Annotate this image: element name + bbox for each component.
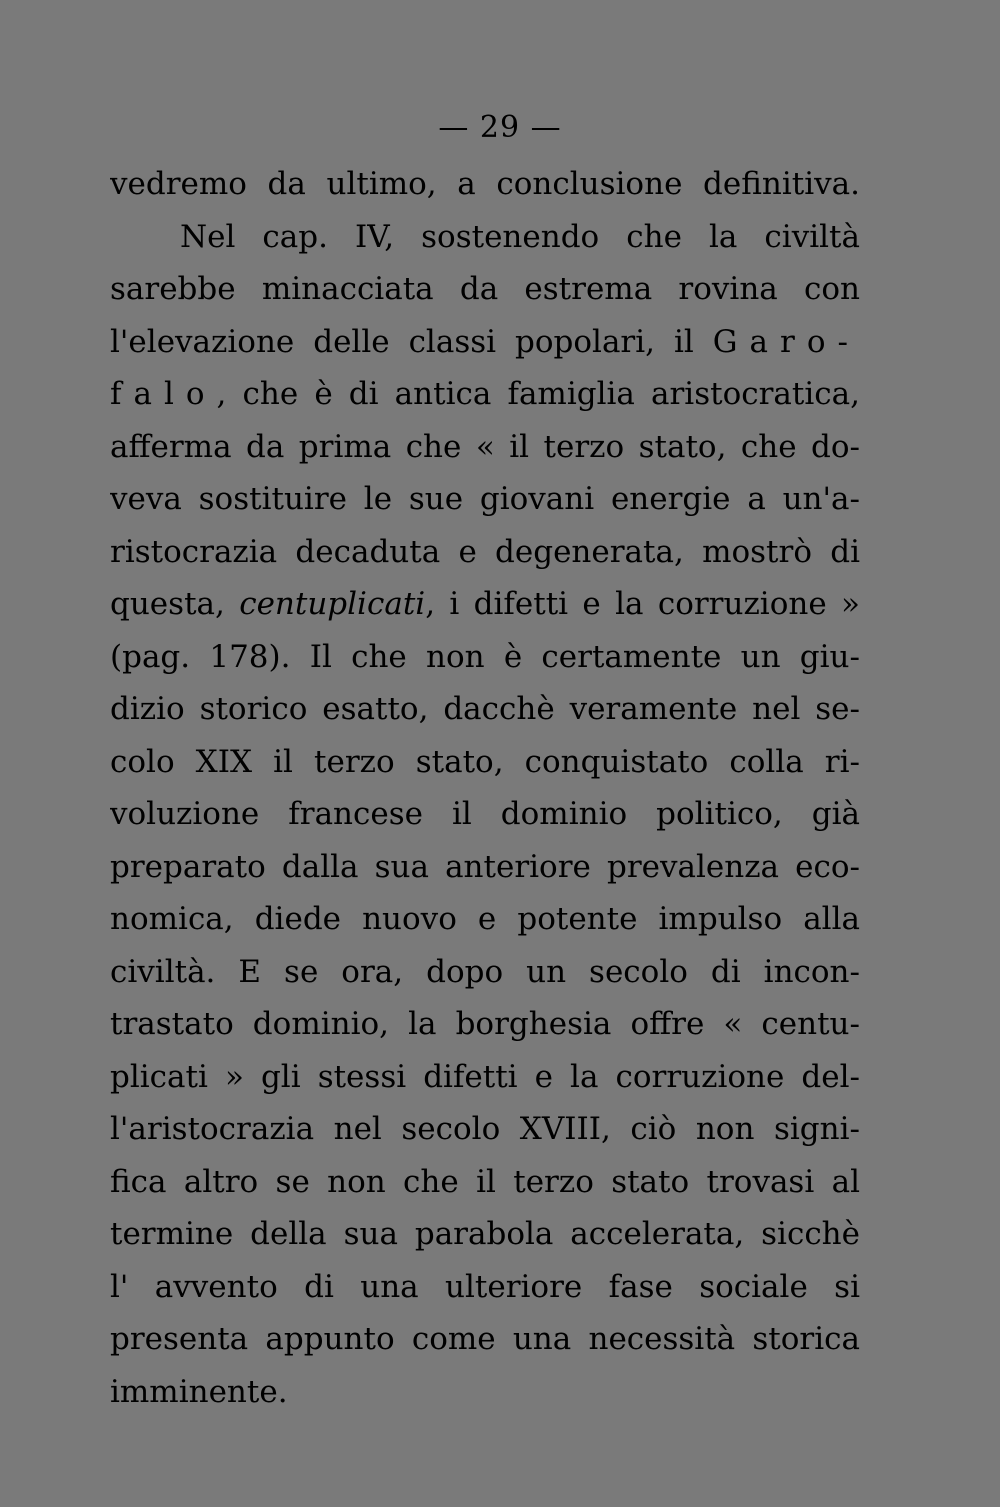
text-line: ristocrazia decaduta e degenerata, mostrò di <box>110 533 860 570</box>
text-line: fica altro se non che il terzo stato trovasi al <box>110 1163 860 1200</box>
text-line: l'aristocrazia nel secolo XVIII, ciò non signi- <box>110 1111 860 1147</box>
text-line: Nel cap. IV, sostenendo che la civiltà <box>180 218 860 255</box>
text-line: termine della sua parabola accelerata, sicchè <box>110 1216 860 1252</box>
text-line: (pag. 178). Il che non è certamente un giu- <box>110 638 860 675</box>
italic-quote: centuplicati <box>239 586 426 622</box>
text-line: trastato dominio, la borghesia offre « centu- <box>110 1006 860 1042</box>
text-line: preparato dalla sua anteriore prevalenza eco- <box>110 848 860 885</box>
text-line: civiltà. E se ora, dopo un secolo di incon- <box>110 953 860 990</box>
text-line: nomica, diede nuovo e potente impulso alla <box>110 901 860 937</box>
text-line: sarebbe minacciata da estrema rovina con <box>110 271 860 307</box>
text-line <box>110 368 860 421</box>
body-text <box>110 158 860 1418</box>
text-line: l' avvento di una ulteriore fase sociale si <box>110 1268 860 1305</box>
line-segment: , i difetti e la corruzione » <box>425 586 860 622</box>
text-line-final: imminente. <box>110 1373 288 1410</box>
text-line: dizio storico esatto, dacchè veramente nel se- <box>110 691 860 727</box>
author-name-spaced: Garo- <box>712 323 860 360</box>
text-line: voluzione francese il dominio politico, già <box>110 796 860 832</box>
line-segment: questa, <box>110 586 240 622</box>
line-segment: l'elevazione delle classi popolari, il <box>110 323 713 360</box>
text-line: vedremo da ultimo, a conclusione definitiva. <box>110 166 860 202</box>
page-number: — 29 — <box>438 110 562 145</box>
text-line: plicati » gli stessi difetti e la corruzione del- <box>110 1058 860 1095</box>
text-line: colo XIX il terzo stato, conquistato colla ri- <box>110 743 860 780</box>
text-line <box>110 316 860 369</box>
line-segment: , che è di antica famiglia aristocratica, <box>216 376 860 412</box>
text-line: presenta appunto come una necessità storica <box>110 1321 860 1357</box>
author-name-spaced: falo <box>110 376 217 412</box>
text-line <box>110 578 860 631</box>
text-line: afferma da prima che « il terzo stato, che do- <box>110 428 860 465</box>
text-line: veva sostituire le sue giovani energie a un'a- <box>110 481 860 517</box>
